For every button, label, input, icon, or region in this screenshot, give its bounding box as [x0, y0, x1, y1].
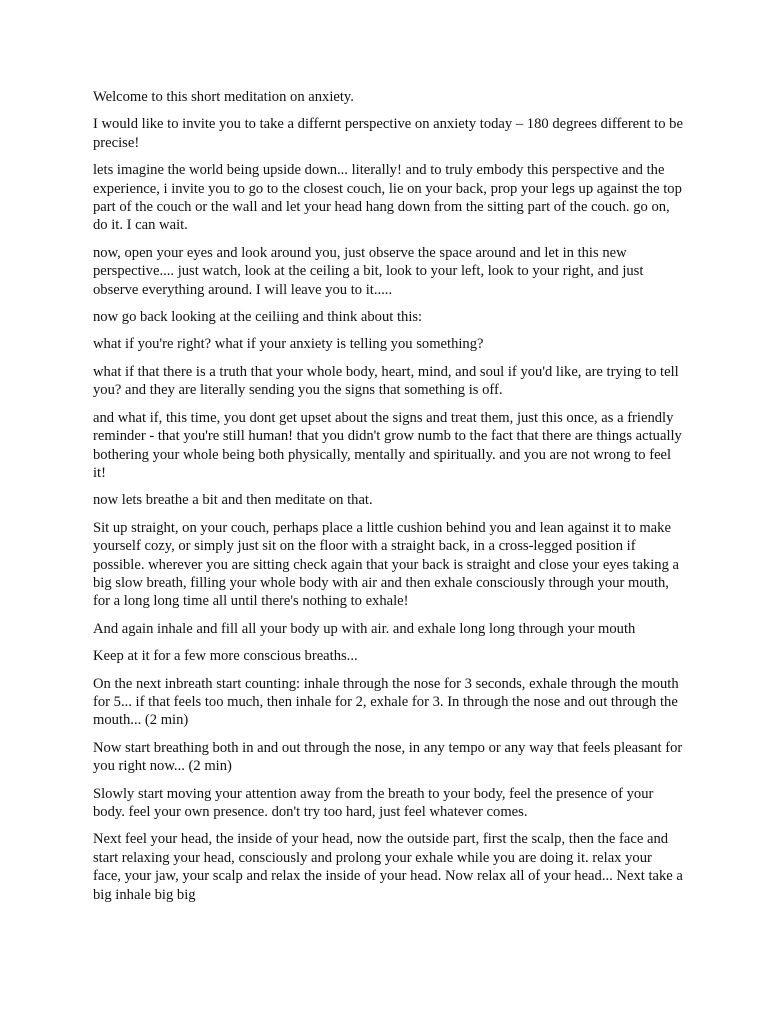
paragraph-sit-up: Sit up straight, on your couch, perhaps place a little cushion behind you and lean against it to make yourself cozy, or simply just sit on the floor with a straight back, in a cross-legged position if possible. wherever you are sitting check again that your back is straight and close your eyes taking a big slow breath, filling your whole body with air and then exhale consciously through your mouth, for a long long time all until there's nothing to exhale!	[93, 519, 680, 610]
paragraph-invitation: I would like to invite you to take a differnt perspective on anxiety today – 180 degrees different to be precise!	[93, 116, 683, 151]
paragraph-what-if-right: what if you're right? what if your anxiety is telling you something?	[93, 336, 484, 353]
paragraph-inhale-again: And again inhale and fill all your body up with air. and exhale long long through your mouth	[93, 620, 636, 637]
paragraph-ceiling: now go back looking at the ceiliing and think about this:	[93, 309, 423, 326]
paragraph-counting: On the next inbreath start counting: inhale through the nose for 3 seconds, exhale through the mouth for 5... if that feels too much, then inhale for 2, exhale for 3. In through the nose and out through the mouth... (2 min)	[93, 675, 679, 729]
paragraph-observe: now, open your eyes and look around you, just observe the space around and let in this new perspective.... just watch, look at the ceiling a bit, look to your left, look to your right, and just observe everything around. I will leave you to it.....	[93, 244, 644, 298]
paragraph-upside-down: lets imagine the world being upside down... literally! and to truly embody this perspective and the experience, i invite you to go to the closest couch, lie on your back, prop your legs up against the top part of the couch or the wall and let your head hang down from the sitting part of the couch. go on, do it. I can wait.	[93, 162, 682, 234]
paragraph-breathe: now lets breathe a bit and then meditate on that.	[93, 492, 373, 509]
paragraph-nose-breathing: Now start breathing both in and out through the nose, in any tempo or any way that feels pleasant for you right now... (2 min)	[93, 739, 683, 775]
document-body	[93, 88, 683, 913]
paragraph-keep-at-it: Keep at it for a few more conscious breaths...	[93, 648, 358, 665]
paragraph-body-attention: Slowly start moving your attention away from the breath to your body, feel the presence of your body. feel your own presence. don't try too hard, just feel whatever comes.	[93, 785, 654, 820]
paragraph-head-relax: Next feel your head, the inside of your head, now the outside part, first the scalp, then the face and start relaxing your head, consciously and prolong your exhale while you are doing it. relax your face, your jaw, your scalp and relax the inside of your head. Now relax all of your head... Next take a big inhale big big	[93, 831, 683, 903]
paragraph-truth: what if that there is a truth that your whole body, heart, mind, and soul if you'd like, are trying to tell you? and they are literally sending you the signs that something is off.	[93, 363, 679, 399]
paragraph-welcome: Welcome to this short meditation on anxiety.	[93, 89, 354, 105]
paragraph-friendly-reminder: and what if, this time, you dont get upset about the signs and treat them, just this once, as a friendly reminder - that you're still human! that you didn't grow numb to the fact that there are things actually bothering your whole being both physically, mentally and spiritually. and you are not wrong to feel it!	[93, 409, 682, 481]
